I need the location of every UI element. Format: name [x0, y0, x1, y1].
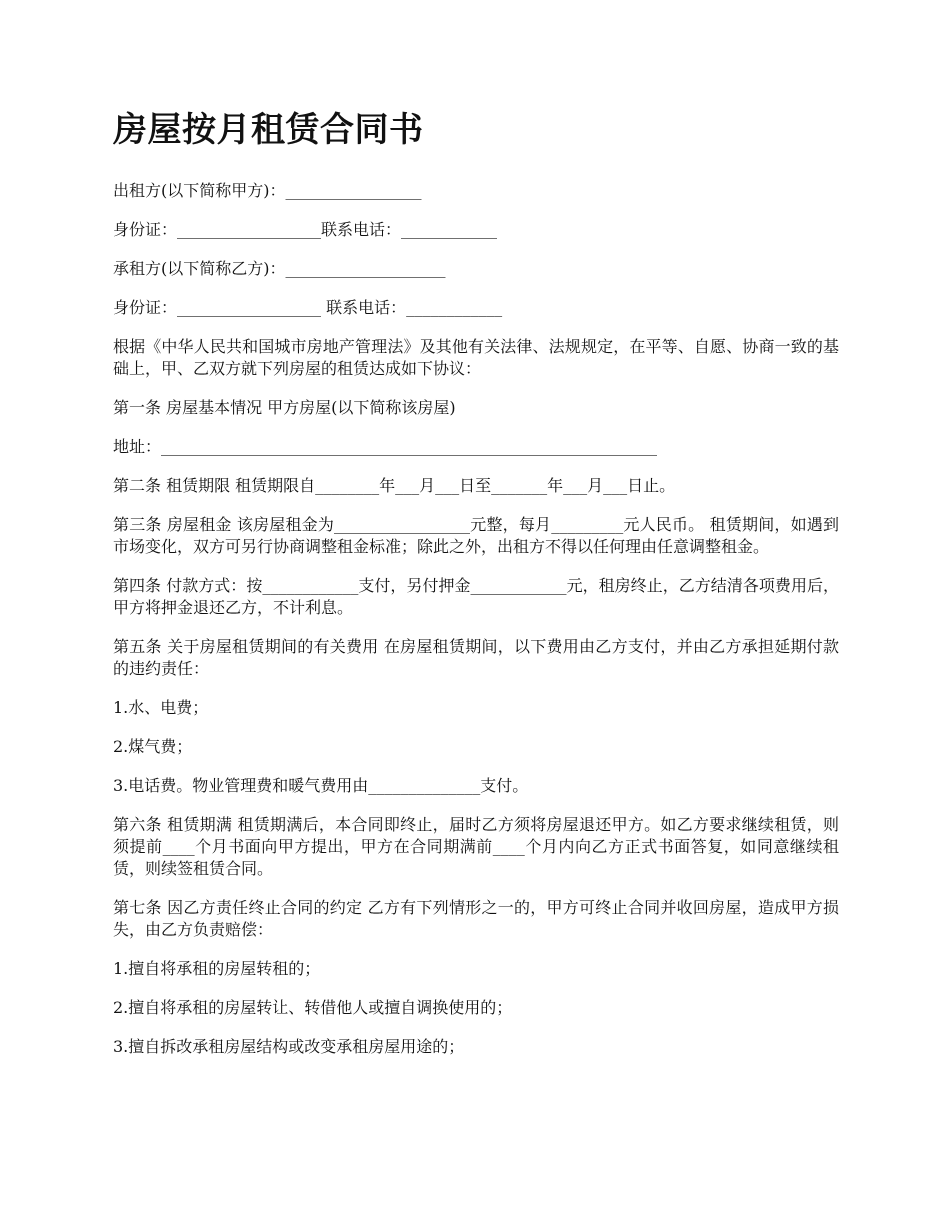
preamble-paragraph: 根据《中华人民共和国城市房地产管理法》及其他有关法律、法规规定，在平等、自愿、协商一致的基础上，甲、乙双方就下列房屋的租赁达成如下协议： [113, 336, 839, 378]
article-5-item-3: 3.电话费。物业管理费和暖气费用由______________支付。 [113, 775, 529, 795]
article-7-paragraph: 第七条 因乙方责任终止合同的约定 乙方有下列情形之一的，甲方可终止合同并收回房屋，造成甲方损失，由乙方负责赔偿： [113, 897, 839, 939]
article-2-paragraph: 第二条 租赁期限 租赁期限自________年___月___日至_______年___月___日止。 [113, 475, 676, 495]
article-7-item-3: 3.擅自拆改承租房屋结构或改变承租房屋用途的； [113, 1036, 465, 1056]
article-5-paragraph: 第五条 关于房屋租赁期间的有关费用 在房屋租赁期间，以下费用由乙方支付，并由乙方承担延期付款的违约责任： [113, 636, 839, 678]
article-7-item-2: 2.擅自将承租的房屋转让、转借他人或擅自调换使用的； [113, 997, 513, 1017]
article-1-heading: 第一条 房屋基本情况 甲方房屋(以下简称该房屋) [113, 397, 456, 417]
article-5-item-1: 1.水、电费； [113, 697, 209, 717]
document-page [113, 108, 839, 1075]
address-line: 地址：______________________________________________________________ [113, 436, 658, 456]
article-5-item-2: 2.煤气费； [113, 736, 193, 756]
lessee-line: 承租方(以下简称乙方)：____________________ [113, 258, 446, 278]
lessor-id-phone-line: 身份证：__________________联系电话：____________ [113, 219, 498, 239]
article-3-paragraph: 第三条 房屋租金 该房屋租金为_________________元整，每月_________元人民币。 租赁期间，如遇到市场变化，双方可另行协商调整租金标准；除此之外，出租方不得以任何理由任意调整租金。 [113, 514, 839, 556]
article-4-paragraph: 第四条 付款方式：按____________支付，另付押金____________元，租房终止，乙方结清各项费用后，甲方将押金退还乙方，不计利息。 [113, 575, 839, 617]
article-7-item-1: 1.擅自将承租的房屋转租的； [113, 958, 321, 978]
article-6-paragraph: 第六条 租赁期满 租赁期满后，本合同即终止，届时乙方须将房屋退还甲方。如乙方要求继续租赁，则须提前____个月书面向甲方提出，甲方在合同期满前____个月内向乙方正式书面答复，如同意继续租赁，则续签租赁合同。 [113, 814, 839, 878]
lessor-line: 出租方(以下简称甲方)：_________________ [113, 180, 422, 200]
document-title: 房屋按月租赁合同书 [113, 110, 424, 150]
lessee-id-phone-line: 身份证：__________________ 联系电话：____________ [113, 297, 503, 317]
